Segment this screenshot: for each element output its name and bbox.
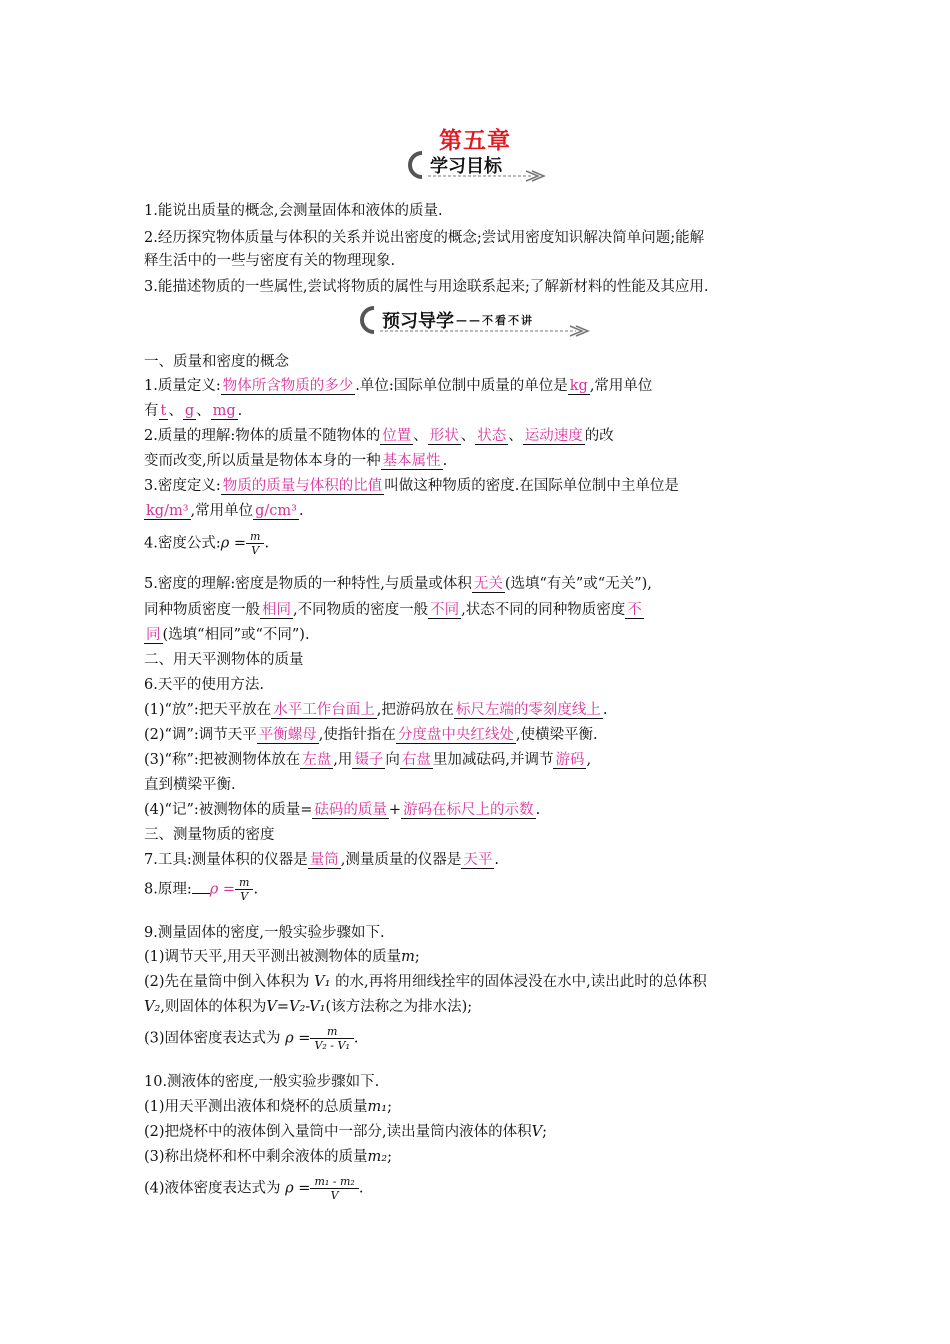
q6c-line-2: 直到横梁平衡. bbox=[144, 777, 236, 793]
q8-line: 8.原理: ρ = $\frac{m}{V}$ . bbox=[144, 876, 259, 903]
q10a-line: (1)用天平测出液体和烧杯的总质量m₁; bbox=[144, 1099, 392, 1115]
formula-fraction: $\frac{\text{m₁ - m₂}}{V}$ bbox=[310, 1175, 358, 1202]
q6c-line: (3)“称”:把被测物体放在 左盘 ,用 镊子 向 右盘 里加减砝码,并调节 游码 , bbox=[144, 752, 592, 768]
answer-blank: 水平工作台面上 bbox=[273, 702, 375, 718]
q10c-line: (3)称出烧杯和杯中剩余液体的质量m₂; bbox=[144, 1149, 392, 1165]
q5-line-3: 同 (选填“相同”或“不同”). bbox=[146, 627, 310, 643]
section-1-heading: 一、质量和密度的概念 bbox=[144, 354, 289, 370]
banner-title: 学习目标 bbox=[430, 156, 502, 177]
answer-blank: 右盘 bbox=[401, 752, 431, 768]
answer-blank: 无关 bbox=[473, 576, 503, 592]
goal-2-cont: 释生活中的一些与密度有关的物理现象. bbox=[144, 253, 396, 269]
answer-blank: 游码 bbox=[555, 752, 585, 768]
section-3-heading: 三、测量物质的密度 bbox=[144, 827, 275, 843]
answer-blank: 平衡螺母 bbox=[258, 727, 317, 743]
q9-heading: 9.测量固体的密度,一般实验步骤如下. bbox=[144, 925, 385, 941]
answer-blank: 同 bbox=[146, 627, 161, 643]
answer-blank: 相同 bbox=[262, 602, 291, 618]
q10-heading: 10.测液体的密度,一般实验步骤如下. bbox=[144, 1074, 380, 1090]
answer-blank: 基本属性 bbox=[382, 453, 441, 469]
banner-title: 预习导学 bbox=[382, 311, 454, 332]
formula-fraction: $\frac{m}{\text{V₂ - V₁}}$ bbox=[310, 1025, 353, 1052]
q5-line-2: 同种物质密度一般 相同 ,不同物质的密度一般 不同 ,状态不同的同种物质密度 不 bbox=[144, 602, 642, 618]
answer-blank: 左盘 bbox=[302, 752, 332, 768]
answer-blank: 物质的质量与体积的比值 bbox=[222, 478, 383, 494]
answer-blank: 量筒 bbox=[309, 852, 339, 868]
section-2-heading: 二、用天平测物体的质量 bbox=[144, 652, 304, 668]
q6a-line: (1)“放”:把天平放在 水平工作台面上 ,把游码放在 标尺左端的零刻度线上 . bbox=[144, 702, 608, 718]
q2-line-2: 变而改变,所以质量是物体本身的一种 基本属性 . bbox=[144, 453, 448, 469]
q7-line: 7.工具:测量体积的仪器是 量筒 ,测量质量的仪器是 天平 . bbox=[144, 852, 499, 868]
answer-blank: 天平 bbox=[463, 852, 493, 868]
answer-blank: 运动速度 bbox=[524, 428, 583, 444]
q6b-line: (2)“调”:调节天平 平衡螺母 ,使指针指在 分度盘中央红线处 ,使横梁平衡. bbox=[144, 727, 598, 743]
answer-blank: t bbox=[160, 403, 167, 419]
q3-line-2: kg/m³ ,常用单位 g/cm³ . bbox=[146, 503, 304, 519]
q1-line-2: 有 t 、 g 、 mg . bbox=[144, 403, 243, 419]
banner-preview bbox=[360, 303, 590, 337]
q4-line: 4.密度公式:ρ = $\frac{m}{V}$ . bbox=[144, 530, 270, 557]
q6d-line: (4)“记”:被测物体的质量= 砝码的质量 + 游码在标尺上的示数 . bbox=[144, 802, 541, 818]
q6-heading: 6.天平的使用方法. bbox=[144, 677, 264, 693]
answer-blank: 标尺左端的零刻度线上 bbox=[455, 702, 601, 718]
answer-blank: kg bbox=[569, 378, 588, 394]
answer-blank: 不 bbox=[627, 602, 642, 618]
answer-blank: 砝码的质量 bbox=[314, 802, 387, 818]
answer-blank: 位置 bbox=[382, 428, 412, 444]
q5-line: 5.密度的理解:密度是物质的一种特性,与质量或体积 无关 (选填“有关”或“无关”), bbox=[144, 576, 652, 592]
q9b-line: (2)先在量筒中倒入体积为 V₁ 的水,再将用细线拴牢的固体浸没在水中,读出此时的总体积 bbox=[144, 974, 707, 990]
answer-blank: mg bbox=[212, 403, 236, 419]
goal-2: 2.经历探究物体质量与体积的关系并说出密度的概念;尝试用密度知识解决简单问题;能解 bbox=[144, 230, 705, 246]
q10d-line: (4)液体密度表达式为 ρ = $\frac{\text{m₁ - m₂}}{V}$ . bbox=[144, 1175, 364, 1202]
q10b-line: (2)把烧杯中的液体倒入量筒中一部分,读出量筒内液体的体积V; bbox=[144, 1124, 548, 1140]
answer-blank: 不同 bbox=[430, 602, 460, 618]
answer-blank: 镊子 bbox=[354, 752, 384, 768]
banner-learning-goals bbox=[408, 148, 546, 182]
answer-blank: 状态 bbox=[477, 428, 507, 444]
formula-fraction: $\frac{m}{V}$ bbox=[235, 876, 253, 903]
q9a-line: (1)调节天平,用天平测出被测物体的质量m; bbox=[144, 949, 420, 965]
goal-3: 3.能描述物质的一些属性,尝试将物质的属性与用途联系起来;了解新材料的性能及其应用. bbox=[144, 279, 709, 295]
banner-subtitle: ——不看不讲 bbox=[456, 314, 534, 327]
answer-blank: kg/m³ bbox=[146, 503, 189, 519]
q3-line: 3.密度定义: 物质的质量与体积的比值 叫做这种物质的密度.在国际单位制中主单位是 bbox=[144, 478, 679, 494]
q1-line: 1.质量定义: 物体所含物质的多少 .单位:国际单位制中质量的单位是 kg ,常用单位 bbox=[144, 378, 653, 394]
answer-blank: 游码在标尺上的示数 bbox=[403, 802, 534, 818]
q2-line: 2.质量的理解:物体的质量不随物体的 位置 、 形状 、 状态 、 运动速度 的改 bbox=[144, 428, 614, 444]
answer-blank: 分度盘中央红线处 bbox=[397, 727, 514, 743]
answer-blank: g bbox=[184, 403, 195, 419]
q9c-line: V₂,则固体的体积为V=V₂-V₁(该方法称之为排水法); bbox=[144, 999, 473, 1015]
answer-blank: g/cm³ bbox=[255, 503, 297, 519]
q9d-line: (3)固体密度表达式为 ρ = $\frac{m}{\text{V₂ - V₁}}$ . bbox=[144, 1025, 359, 1052]
chapter-title: 第五章 bbox=[439, 127, 511, 154]
goal-1: 1.能说出质量的概念,会测量固体和液体的质量. bbox=[144, 203, 443, 219]
formula-fraction: $\frac{m}{V}$ bbox=[246, 530, 264, 557]
answer-blank: 物体所含物质的多少 bbox=[222, 378, 354, 394]
answer-blank: 形状 bbox=[429, 428, 459, 444]
